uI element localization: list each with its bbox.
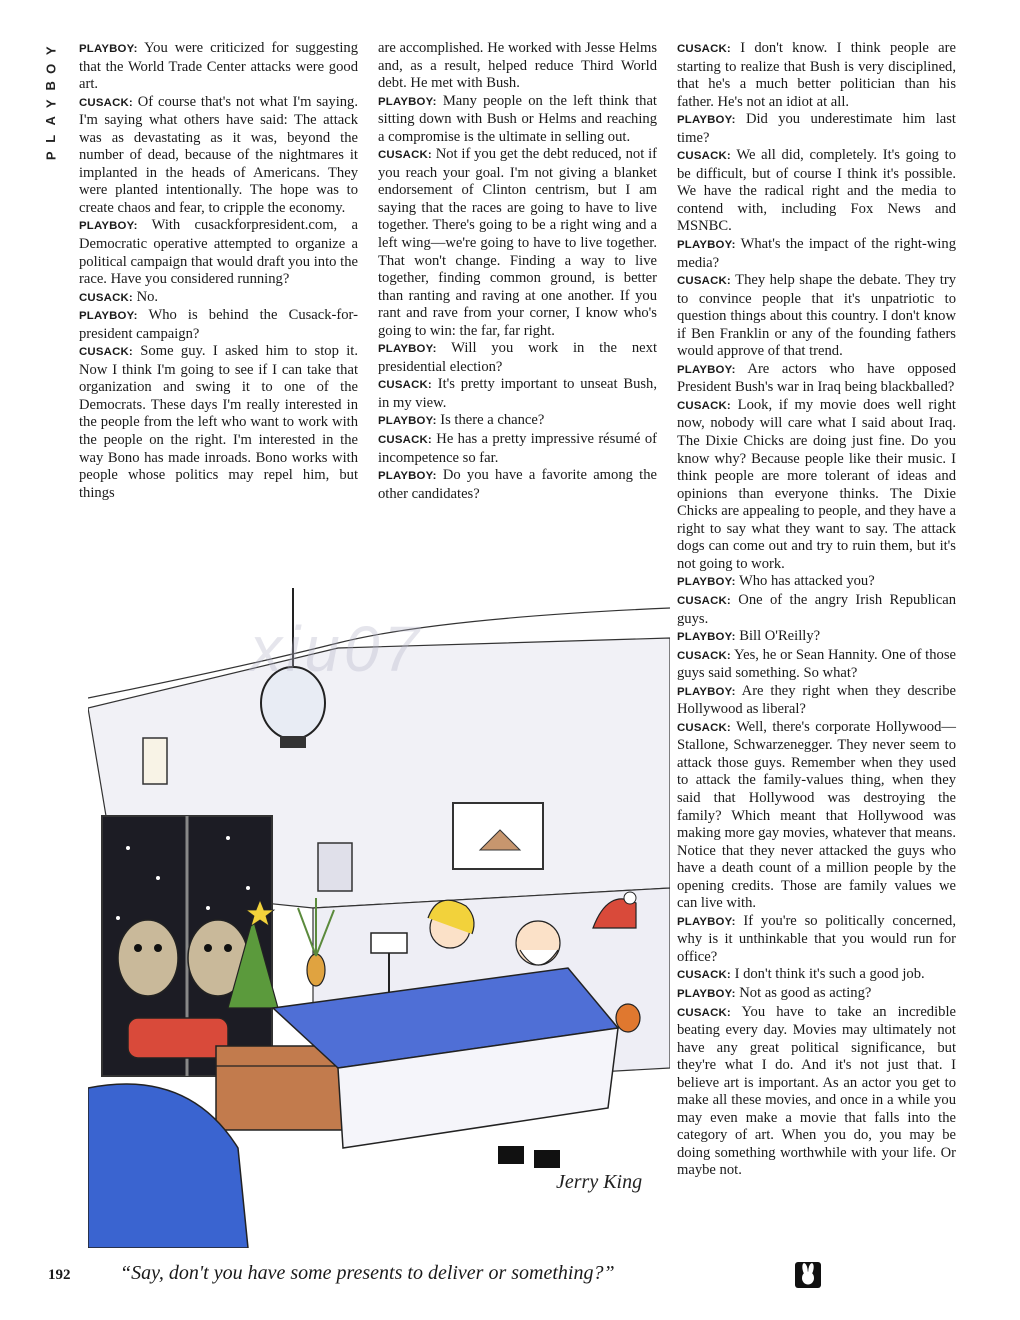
paragraph-text: What's the impact of the right-wing media? bbox=[677, 236, 956, 271]
cartoon-signature: Jerry King bbox=[556, 1171, 643, 1193]
speaker-label: CUSACK: bbox=[677, 1006, 731, 1019]
paragraph-text: They help shape the debate. They try to convince people that it's unpatriotic to question things about this country. I don't know if Ben Franklin or any of the founding fathers would approve of that trend. bbox=[677, 272, 956, 360]
speaker-label: PLAYBOY: bbox=[677, 576, 736, 589]
interview-paragraph bbox=[677, 272, 956, 361]
paragraph-text: Is there a chance? bbox=[436, 412, 545, 429]
interview-paragraph bbox=[79, 40, 358, 94]
speaker-label: PLAYBOY: bbox=[677, 363, 736, 376]
paragraph-text: I don't think it's such a good job. bbox=[730, 966, 925, 983]
speaker-label: PLAYBOY: bbox=[378, 95, 437, 108]
page-number: 192 bbox=[48, 1267, 71, 1283]
speaker-label: PLAYBOY: bbox=[677, 239, 736, 252]
cartoon-caption: “Say, don't you have some presents to deliver or something?” bbox=[120, 1262, 615, 1284]
interview-paragraph bbox=[378, 340, 657, 376]
speaker-label: PLAYBOY: bbox=[378, 470, 437, 483]
interview-paragraph bbox=[378, 376, 657, 412]
speaker-label: PLAYBOY: bbox=[79, 310, 138, 323]
small-window bbox=[318, 843, 352, 891]
paragraph-text: Not if you get the debt reduced, not if you reach your goal. I'm not giving a blanket endorsement of Clinton centrism, but I am saying that the races are going to have to live together. There's going to be a right wing and a left wing—we're going to have to live together. That won't change. Finding a way to live together, finding common ground, is better than ranting and raving at one another. If you rant and rave from your corner, I know who's going to win: the far, far right. bbox=[378, 146, 657, 339]
interview-paragraph bbox=[378, 467, 657, 503]
vase bbox=[307, 954, 325, 986]
speaker-label: CUSACK: bbox=[79, 96, 133, 109]
paragraph-text: Well, there's corporate Hollywood—Stallone, Schwarzenegger. They never seem to attack those guys. Remember when they used to attack the family-values thing, when they said that Hollywood was destroying the family? Which meant that Hollywood was making more gay movies, whatever that means. Notice that they never attacked the guys who have a death count of a million people by the opening credits. Those are family values we can live with. bbox=[677, 718, 956, 912]
speaker-label: PLAYBOY: bbox=[79, 43, 138, 55]
interview-paragraph bbox=[79, 307, 358, 343]
speaker-label: PLAYBOY: bbox=[79, 220, 138, 233]
speaker-label: CUSACK: bbox=[677, 969, 731, 982]
interview-paragraph bbox=[677, 361, 956, 397]
paragraph-text: Not as good as acting? bbox=[735, 984, 872, 1001]
runner-letter: A bbox=[43, 116, 59, 126]
paragraph-text: Did you underestimate him last time? bbox=[677, 111, 956, 146]
speaker-label: PLAYBOY: bbox=[378, 415, 437, 428]
interview-paragraph bbox=[677, 985, 956, 1004]
paragraph-text: Some guy. I asked him to stop it. Now I think I'm going to see if I can take that organization and swing it to one of the Democrats. These days I'm really interested in the people from the left who want to work with the people on the right. I'm interested in the way Bono has made inroads. Bono works with people whose politics may repel him, but things bbox=[79, 343, 358, 501]
interview-paragraph bbox=[677, 236, 956, 272]
speaker-label: CUSACK: bbox=[677, 150, 731, 163]
interview-paragraph bbox=[378, 40, 657, 93]
speaker-label: CUSACK: bbox=[677, 721, 731, 734]
paragraph-text: Will you work in the next presidential election? bbox=[378, 340, 657, 375]
watermark: xiu07 bbox=[250, 613, 423, 685]
interview-paragraph bbox=[677, 913, 956, 967]
text-column-3 bbox=[677, 40, 956, 1180]
paragraph-text: Bill O'Reilly? bbox=[735, 628, 821, 645]
paragraph-text: Are actors who have opposed President Bush's war in Iraq being blackballed? bbox=[677, 360, 956, 396]
interview-paragraph bbox=[677, 683, 956, 719]
runner-letter: P bbox=[43, 151, 59, 161]
speaker-label: CUSACK: bbox=[79, 291, 133, 304]
interview-paragraph bbox=[378, 412, 657, 431]
interview-paragraph bbox=[677, 628, 956, 647]
speaker-label: PLAYBOY: bbox=[677, 114, 736, 127]
paragraph-text: We all did, completely. It's going to be difficult, but of course I think it's possible. We have the radical right and the media to contend with, including Fox News and MSNBC. bbox=[677, 147, 956, 235]
text-column-1 bbox=[79, 40, 358, 502]
red-bench bbox=[128, 1018, 228, 1058]
runner-letter: O bbox=[43, 63, 59, 74]
speaker-label: CUSACK: bbox=[378, 434, 432, 447]
speaker-label: CUSACK: bbox=[378, 149, 432, 162]
paragraph-text: Who has attacked you? bbox=[735, 573, 875, 590]
floor-lamp-shade bbox=[371, 933, 407, 953]
paragraph-text: Do you have a favorite among the other candidates? bbox=[378, 467, 657, 502]
interview-paragraph bbox=[677, 966, 956, 985]
interview-paragraph bbox=[677, 719, 956, 913]
boot bbox=[498, 1146, 524, 1164]
interview-paragraph bbox=[378, 431, 657, 467]
paragraph-text: Many people on the left think that sitting down with Bush or Helms and reaching a compromise is the ultimate in selling out. bbox=[378, 92, 657, 145]
speaker-label: PLAYBOY: bbox=[677, 685, 736, 698]
cartoon-illustration bbox=[88, 588, 670, 1248]
interview-paragraph bbox=[677, 573, 956, 592]
interview-paragraph bbox=[378, 146, 657, 340]
interview-paragraph bbox=[79, 94, 358, 218]
interview-paragraph bbox=[378, 93, 657, 147]
section-runner bbox=[38, 42, 64, 165]
lamp-base bbox=[280, 736, 306, 748]
paragraph-text: No. bbox=[132, 288, 159, 305]
speaker-label: PLAYBOY: bbox=[378, 343, 437, 356]
speaker-label: CUSACK: bbox=[79, 346, 133, 359]
paragraph-text: If you're so politically concerned, why is it unthinkable that you would run for office? bbox=[677, 912, 956, 965]
cartoon-drawing bbox=[88, 588, 670, 1248]
interview-paragraph bbox=[79, 343, 358, 502]
interview-paragraph bbox=[677, 397, 956, 573]
reindeer-head bbox=[118, 920, 178, 996]
runner-letter: L bbox=[43, 134, 59, 143]
speaker-label: CUSACK: bbox=[677, 43, 731, 55]
interview-paragraph bbox=[677, 592, 956, 628]
speaker-label: CUSACK: bbox=[378, 379, 432, 392]
paragraph-text: Of course that's not what I'm saying. I'm saying what others have said: The attack was as devastating as it was, beyond the number of dead, because of the nightmares it implanted in the heads of Americans. They were planted intentionally. The hope was to create chaos and fear, to cripple the economy. bbox=[79, 93, 358, 216]
paragraph-text: are accomplished. He worked with Jesse Helms and, as a result, helped reduce Third World debt. He met with Bush. bbox=[378, 40, 657, 92]
paragraph-text: Yes, he or Sean Hannity. One of those guys said something. So what? bbox=[677, 646, 956, 682]
interview-paragraph bbox=[677, 647, 956, 683]
paragraph-text: You have to take an incredible beating every day. Movies may ultimately not have any great political significance, but they're what I do. And it's not just that. I believe art is important. As an actor you get to make all these movies, and once in a while you may even make a movie that falls into the category of art. When you do, you may be doing something worthwhile with your life. Or maybe not. bbox=[677, 1003, 956, 1179]
speaker-label: CUSACK: bbox=[677, 275, 731, 288]
boot bbox=[534, 1150, 560, 1168]
speaker-label: PLAYBOY: bbox=[677, 915, 736, 928]
speaker-label: PLAYBOY: bbox=[677, 631, 736, 644]
runner-letter: Y bbox=[43, 98, 59, 108]
interview-paragraph bbox=[79, 217, 358, 288]
paragraph-text: I don't know. I think people are starting to realize that Bush is very disciplined, that he's a much better politician than his father. He's not an idiot at all. bbox=[677, 40, 956, 110]
speaker-label: PLAYBOY: bbox=[677, 987, 736, 1000]
runner-letter: Y bbox=[43, 46, 59, 56]
interview-paragraph bbox=[677, 147, 956, 236]
runner-letter: B bbox=[43, 81, 59, 91]
text-column-2 bbox=[378, 40, 657, 503]
speaker-label: CUSACK: bbox=[677, 399, 731, 412]
wall-picture-small bbox=[143, 738, 167, 784]
paragraph-text: You were criticized for suggesting that the World Trade Center attacks were good art. bbox=[79, 40, 358, 93]
paragraph-text: Look, if my movie does well right now, nobody will care what I said about Iraq. The Dixie Chicks are doing just fine. Do you know why? Because people like their music. I think people are more tolerant of ideas and opinions than everyone thinks. The Dixie Chicks are appealing to people, and they have a right to say what they want to say. The attack dogs can come out and try to ruin them, but it's not going to work. bbox=[677, 396, 956, 572]
interview-paragraph bbox=[79, 289, 358, 308]
paragraph-text: With cusackforpresident.com, a Democratic operative attempted to organize a political campaign that would draft you into the race. Have you considered running? bbox=[79, 217, 358, 288]
interview-paragraph bbox=[677, 40, 956, 111]
speaker-label: CUSACK: bbox=[677, 594, 731, 607]
paragraph-text: Who is behind the Cusack-for-president campaign? bbox=[79, 307, 358, 342]
wooden-chest bbox=[216, 1046, 346, 1130]
interview-paragraph bbox=[677, 1004, 956, 1180]
interview-paragraph bbox=[677, 111, 956, 147]
paragraph-text: One of the angry Irish Republican guys. bbox=[677, 591, 956, 627]
rabbit-head-logo-icon bbox=[795, 1262, 821, 1288]
paragraph-text: It's pretty important to unseat Bush, in my view. bbox=[378, 376, 657, 411]
speaker-label: CUSACK: bbox=[677, 649, 731, 662]
bedside-lamp bbox=[616, 1004, 640, 1032]
paragraph-text: Are they right when they describe Hollywood as liberal? bbox=[677, 682, 956, 718]
paragraph-text: He has a pretty impressive résumé of incompetence so far. bbox=[378, 431, 657, 466]
